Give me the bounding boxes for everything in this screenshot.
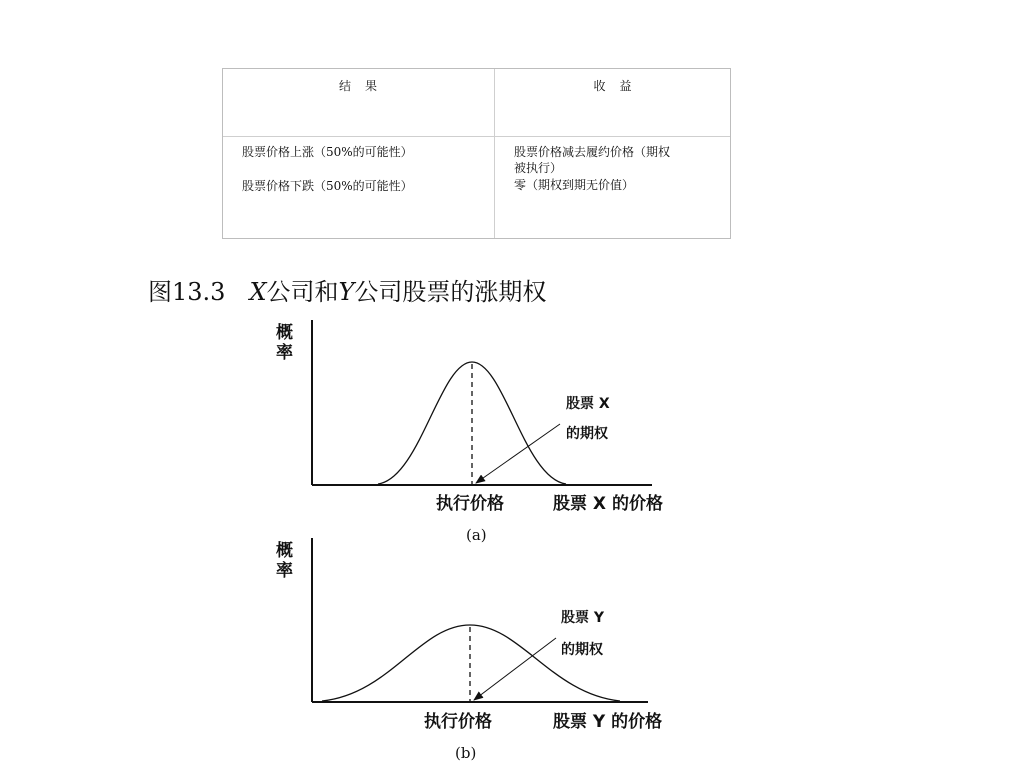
panel-b-annotation-2: 的期权: [561, 642, 603, 658]
caption-company-x: X: [249, 278, 267, 306]
panel-b-strike-label: 执行价格: [424, 712, 492, 732]
table-cell-outcome-down: 股票价格下跌（50%的可能性）: [242, 179, 413, 193]
panel-a-strike-label: 执行价格: [436, 494, 504, 514]
table-header-payoff: 收 益: [593, 79, 633, 93]
panel-a-y-label-1: 概: [276, 323, 293, 343]
panel-b-sub-label: (b): [455, 744, 477, 762]
panel-a-annotation-1: 股票 X: [566, 396, 610, 412]
table-cell-payoff-down: 零（期权到期无价值）: [514, 178, 635, 192]
panel-b-distribution-curve: [322, 625, 620, 701]
panel-b-x-label: 股票 Y 的价格: [553, 712, 663, 732]
table-cell-payoff-up: 股票价格减去履约价格（期权 被执行）: [514, 145, 671, 175]
caption-company-y: Y: [338, 278, 355, 306]
panel-b-y-label-2: 率: [276, 561, 293, 581]
table-cell-outcome-up: 股票价格上涨（50%的可能性）: [242, 145, 413, 159]
panel-a-sub-label: (a): [466, 526, 487, 544]
table-header-outcome: 结 果: [338, 79, 378, 93]
panel-b-annotation-1: 股票 Y: [561, 610, 605, 626]
panel-a-annotation-2: 的期权: [566, 426, 608, 442]
caption-suffix: 公司股票的涨期权: [354, 278, 547, 306]
caption-prefix: 图13.3: [148, 278, 250, 306]
panel-b-arrow: [474, 638, 556, 700]
panel-a-x-label: 股票 X 的价格: [553, 494, 663, 514]
panel-a-y-label-2: 率: [276, 343, 293, 363]
panel-b-y-label-1: 概: [276, 541, 293, 561]
caption-mid: 公司和: [266, 278, 339, 306]
